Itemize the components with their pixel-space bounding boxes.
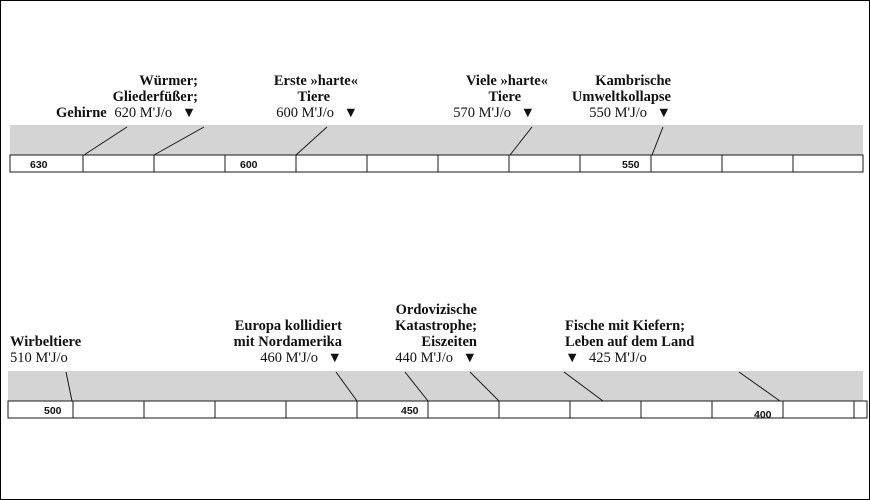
event-line: Gliederfüßer; [112, 89, 198, 105]
event-date: 425 M'J/o [588, 350, 647, 366]
event-line: Umweltkollapse [571, 89, 671, 105]
event-line: Katastrophe; [395, 318, 477, 334]
event-date: 510 M'J/o [10, 350, 68, 366]
tick-label-600: 600 [240, 159, 258, 171]
timeline-top-band [10, 125, 863, 155]
event-line: Europa kollidiert [234, 318, 342, 334]
event-line: Leben auf dem Land [565, 334, 695, 350]
event-date-row [453, 105, 535, 121]
event-date: 440 M'J/o [395, 350, 454, 366]
event-line: Kambrische [595, 73, 671, 89]
event-date-row [565, 350, 647, 366]
triangle-down-icon: ▼ [520, 105, 535, 121]
triangle-down-icon: ▼ [181, 105, 197, 121]
event-date: 570 M'J/o [453, 105, 512, 121]
triangle-down-icon: ▼ [462, 350, 477, 366]
event-date-row [395, 350, 477, 366]
event-line: Ordovizische [395, 302, 477, 318]
event-name: Gehirne [56, 105, 107, 121]
event-kambrische-550 [572, 73, 672, 121]
event-fische-425 [565, 318, 694, 366]
event-date: 550 M'J/o [589, 105, 648, 121]
timeline-top-scale [10, 155, 863, 172]
event-line: Wirbeltiere [10, 334, 82, 350]
event-line: Tiere [488, 89, 521, 105]
event-date-row [56, 105, 196, 121]
event-date-row [260, 350, 342, 366]
event-line: Würmer; [139, 73, 198, 89]
tick-label-630: 630 [30, 159, 48, 171]
event-line: Fische mit Kiefern; [565, 318, 685, 334]
event-line: Viele »harte« [465, 73, 548, 89]
event-europa-460 [234, 318, 343, 366]
triangle-down-icon: ▼ [343, 105, 358, 121]
tick-label-550: 550 [622, 159, 640, 171]
tick-label-450: 450 [401, 405, 419, 417]
event-viele-harte-tiere-570 [453, 73, 548, 121]
event-line: Erste »harte« [273, 73, 358, 89]
timeline-top [10, 73, 863, 172]
event-wirbeltiere-510 [10, 334, 82, 366]
tick-label-500: 500 [44, 405, 62, 417]
event-line: Tiere [297, 89, 330, 105]
event-harte-tiere-600 [274, 73, 358, 121]
timeline-bottom [8, 302, 867, 421]
event-date-row [589, 105, 671, 121]
event-date-row [276, 105, 358, 121]
timeline-bottom-band [8, 371, 863, 401]
timeline-bottom-scale [8, 401, 867, 418]
event-gehirne-620 [56, 73, 198, 121]
event-line: Eiszeiten [421, 334, 477, 350]
event-line: mit Nordamerika [233, 334, 342, 350]
tick-label-400: 400 [754, 409, 772, 421]
triangle-down-icon: ▼ [656, 105, 671, 121]
event-ordovizische-440 [395, 302, 477, 366]
event-date: 600 M'J/o [276, 105, 335, 121]
triangle-down-icon: ▼ [327, 350, 342, 366]
event-date: 620 M'J/o [114, 105, 173, 121]
event-date: 460 M'J/o [260, 350, 319, 366]
triangle-down-icon: ▼ [565, 350, 580, 366]
